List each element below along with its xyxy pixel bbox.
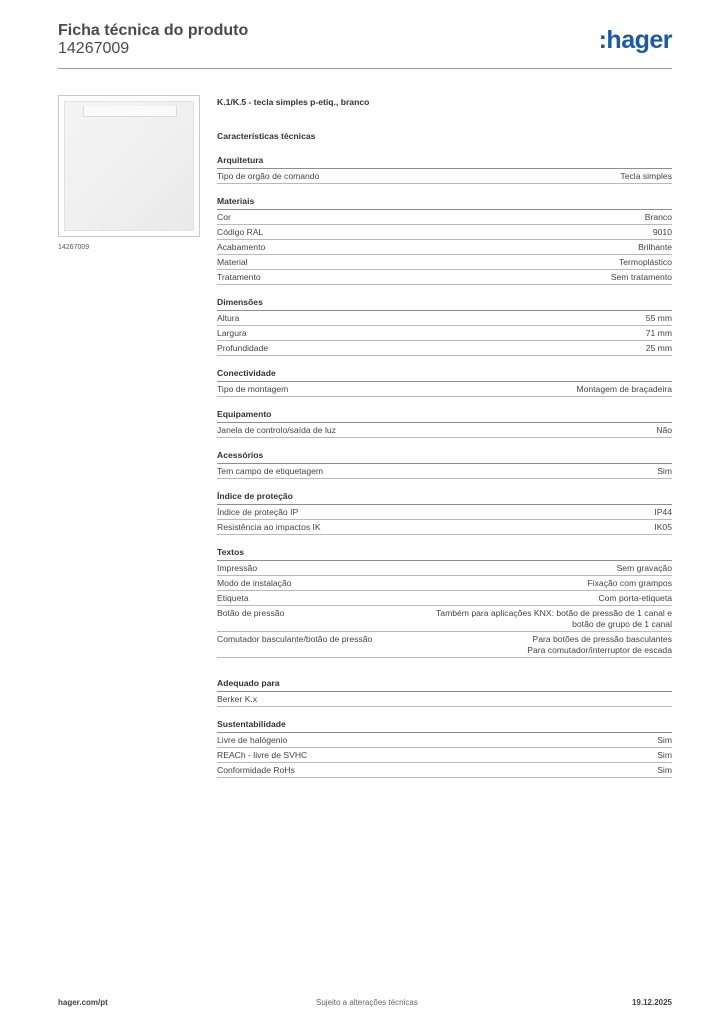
spec-label: Janela de controlo/saída de luz [217,425,336,435]
spec-row [217,169,672,184]
spec-row [217,464,672,479]
spec-row [217,311,672,326]
spec-label: Profundidade [217,343,269,353]
spec-label: Modo de instalação [217,578,292,588]
spec-sections [217,155,672,778]
section-title: Sustentabilidade [217,719,672,733]
spec-label: Resistência ao impactos IK [217,522,321,532]
spec-label: Tem campo de etiquetagem [217,466,324,476]
spec-label: Cor [217,212,231,222]
spec-label: REACh - livre de SVHC [217,750,308,760]
spec-value: Montagem de braçadeira [576,384,672,394]
spec-value: Com porta-etiqueta [598,593,672,603]
spec-row [217,382,672,397]
product-title: K.1/K.5 - tecla simples p-etiq., branco [217,97,370,107]
spec-label: Tipo de orgão de comando [217,171,320,181]
spec-value: Sim [657,750,672,760]
section-title: Arquitetura [217,155,672,169]
product-image [64,101,194,231]
spec-row [217,341,672,356]
spec-value: Para botões de pressão basculantes Para comutador/interruptor de escada [527,634,672,655]
spec-label: Botão de pressão [217,608,285,618]
spec-label: Índice de proteção IP [217,507,299,517]
spec-row [217,255,672,270]
section-title: Materiais [217,196,672,210]
spec-label: Livre de halógenio [217,735,288,745]
spec-label: Conformidade RoHs [217,765,295,775]
spec-row [217,505,672,520]
section-title: Conectividade [217,368,672,382]
spec-section [217,155,672,184]
hager-logo: :hager [598,26,672,54]
image-caption: 14267009 [58,244,90,251]
spec-value: Brilhante [638,242,672,252]
spec-label: Acabamento [217,242,266,252]
spec-section [217,547,672,658]
section-title: Índice de proteção [217,491,672,505]
spec-section [217,491,672,535]
spec-value: Sem gravação [616,563,672,573]
spec-heading: Características técnicas [217,131,316,141]
spec-label: Impressão [217,563,258,573]
spec-value: IK05 [654,522,672,532]
spec-row [217,520,672,535]
spec-value: 71 mm [645,328,672,338]
spec-value: Sim [657,735,672,745]
page-title: Ficha técnica do produto [58,22,249,39]
label-slot [83,106,177,117]
spec-value: 9010 [652,227,672,237]
spec-row [217,240,672,255]
spec-section [217,678,672,707]
spec-value: 25 mm [645,343,672,353]
spec-row [217,561,672,576]
section-title: Equipamento [217,409,672,423]
spec-value: IP44 [654,507,672,517]
product-code: 14267009 [58,40,130,57]
spec-value: Sim [657,765,672,775]
footer-website: hager.com/pt [58,998,108,1007]
spec-row [217,270,672,285]
spec-section [217,368,672,397]
spec-label: Código RAL [217,227,264,237]
spec-section [217,196,672,285]
product-image-frame [58,95,200,237]
spec-section [217,450,672,479]
spec-row [217,763,672,778]
spec-label: Berker K.x [217,694,258,704]
spec-label: Tratamento [217,272,261,282]
footer-notice: Sujeito a alterações técnicas [316,998,418,1007]
spec-value: Branco [644,212,672,222]
spec-row [217,591,672,606]
spec-label: Etiqueta [217,593,249,603]
spec-section [217,297,672,356]
spec-value: Não [656,425,672,435]
spec-row [217,748,672,763]
spec-section [217,719,672,778]
spec-label: Comutador basculante/botão de pressão [217,634,373,644]
spec-label: Material [217,257,248,267]
spec-label: Altura [217,313,240,323]
spec-row [217,733,672,748]
spec-row [217,326,672,341]
spec-value: Fixação com grampos [587,578,672,588]
spec-value: Tecla simples [620,171,672,181]
spec-value: Sem tratamento [610,272,672,282]
spec-value: Termoplástico [618,257,672,267]
header-divider [58,68,672,69]
spec-section [217,409,672,438]
spec-row [217,606,672,632]
spec-value: 55 mm [645,313,672,323]
spec-row [217,210,672,225]
footer-date: 19.12.2025 [631,998,672,1007]
spec-row [217,576,672,591]
spec-label: Largura [217,328,247,338]
spec-value: Sim [657,466,672,476]
section-title: Adequado para [217,678,672,692]
spec-row [217,632,672,658]
spec-row [217,423,672,438]
section-title: Textos [217,547,672,561]
section-title: Dimensões [217,297,672,311]
spec-row [217,692,672,707]
spec-row [217,225,672,240]
spec-content [217,95,672,778]
section-title: Acessórios [217,450,672,464]
spec-value: Também para aplicações KNX: botão de pressão de 1 canal e botão de grupo de 1 canal [436,608,672,629]
spec-label: Tipo de montagem [217,384,289,394]
